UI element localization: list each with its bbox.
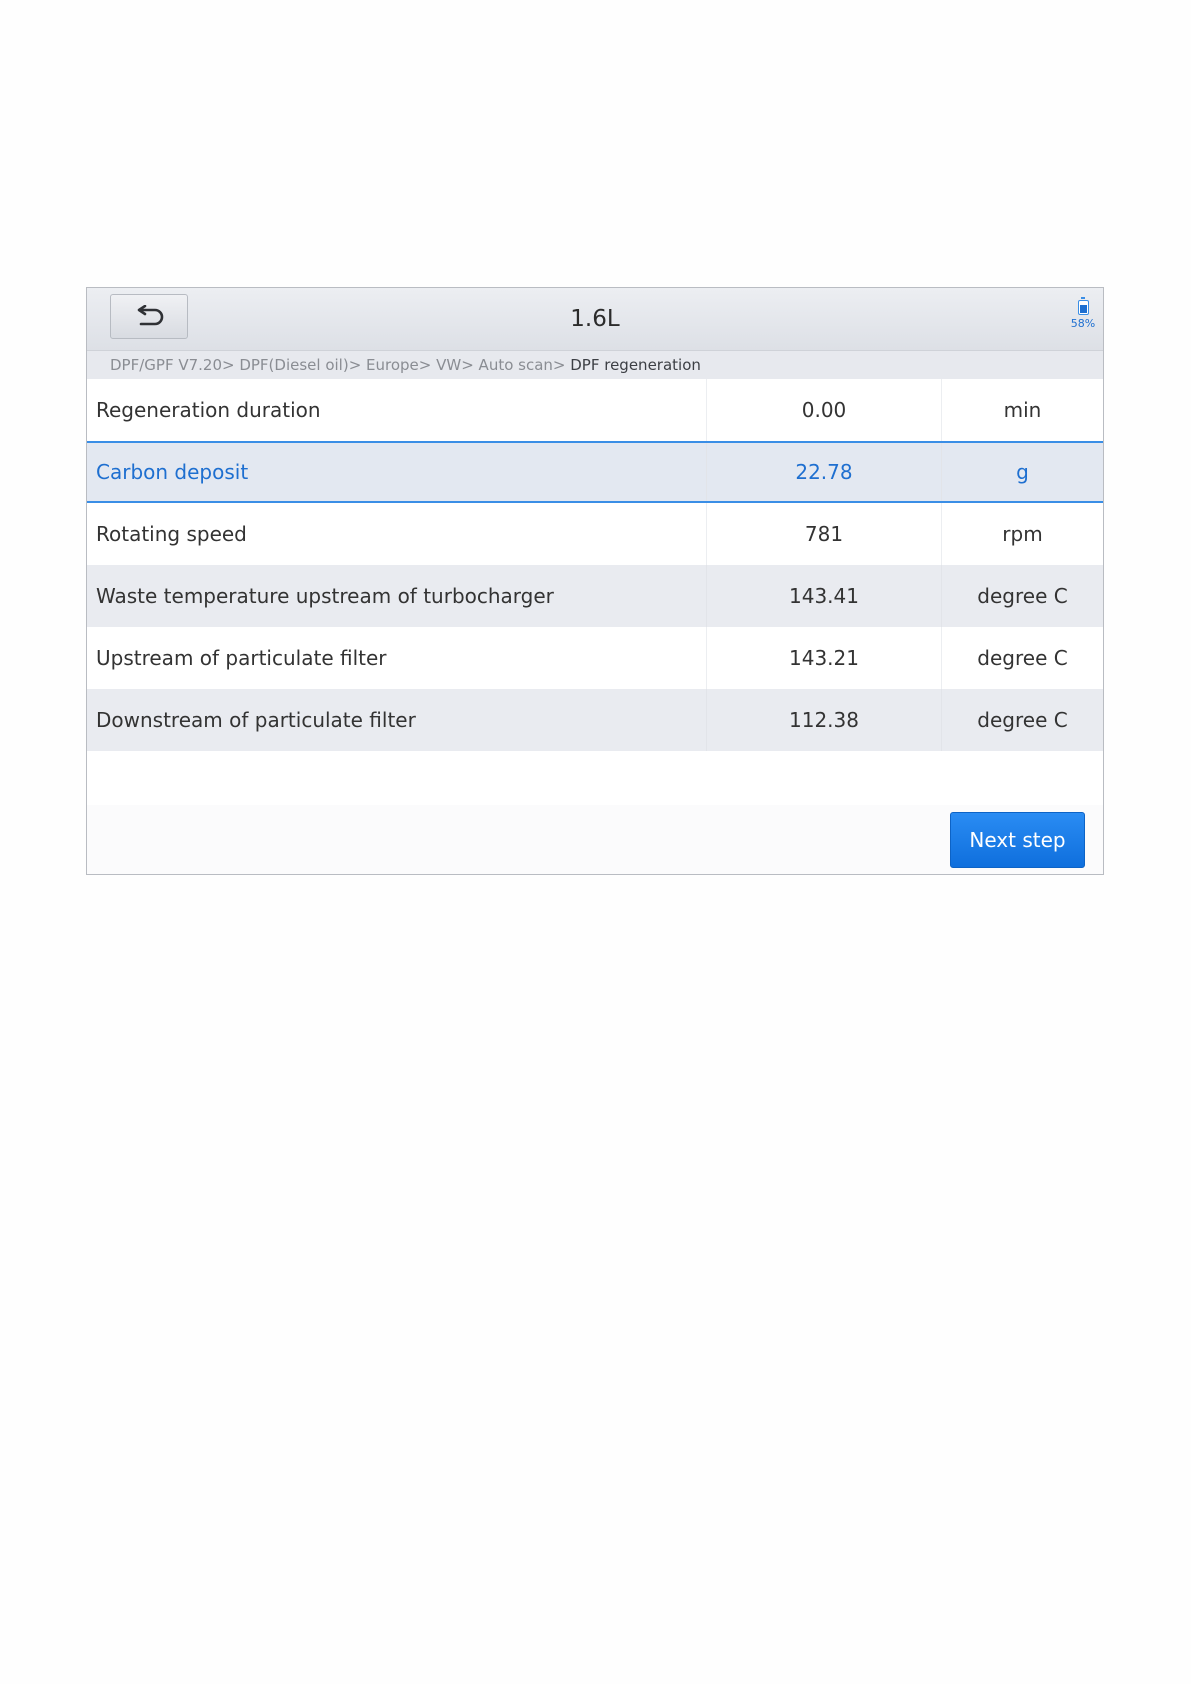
title-bar — [87, 288, 1103, 351]
battery-indicator — [1070, 300, 1096, 330]
parameter-unit: degree C — [977, 708, 1068, 732]
data-stream-table — [87, 379, 1103, 751]
parameter-unit: degree C — [977, 584, 1068, 608]
table-row[interactable] — [87, 379, 1103, 441]
table-row[interactable] — [87, 503, 1103, 565]
parameter-name: Regeneration duration — [87, 379, 707, 441]
table-row[interactable] — [87, 627, 1103, 689]
table-row[interactable] — [87, 565, 1103, 627]
parameter-name: Carbon deposit — [87, 443, 707, 501]
parameter-unit: degree C — [977, 646, 1068, 670]
battery-icon — [1078, 300, 1089, 315]
back-button[interactable] — [110, 294, 188, 339]
empty-row — [87, 751, 1103, 806]
table-row[interactable] — [87, 441, 1103, 503]
breadcrumb — [87, 351, 1103, 379]
parameter-name: Downstream of particulate filter — [87, 689, 707, 751]
parameter-unit: min — [1003, 398, 1042, 422]
parameter-value: 781 — [707, 503, 942, 565]
breadcrumb-current: DPF regeneration — [570, 356, 701, 374]
parameter-name: Waste temperature upstream of turbocharger — [87, 565, 707, 627]
parameter-name: Upstream of particulate filter — [87, 627, 707, 689]
parameter-value: 143.21 — [707, 627, 942, 689]
breadcrumb-path: DPF/GPF V7.20> DPF(Diesel oil)> Europe> VW> Auto scan> — [110, 356, 571, 374]
battery-percent: 58% — [1070, 317, 1096, 330]
back-arrow-icon — [132, 305, 166, 329]
page-title: 1.6L — [570, 306, 620, 332]
table-row[interactable] — [87, 689, 1103, 751]
battery-fill — [1080, 305, 1087, 313]
parameter-unit: rpm — [1002, 522, 1043, 546]
parameter-name: Rotating speed — [87, 503, 707, 565]
parameter-value: 22.78 — [707, 443, 942, 501]
diagnostic-screen — [86, 287, 1104, 875]
parameter-value: 112.38 — [707, 689, 942, 751]
parameter-value: 143.41 — [707, 565, 942, 627]
footer-bar — [87, 805, 1103, 875]
next-step-button[interactable]: Next step — [950, 812, 1085, 868]
parameter-unit: g — [1016, 460, 1029, 484]
parameter-value: 0.00 — [707, 379, 942, 441]
